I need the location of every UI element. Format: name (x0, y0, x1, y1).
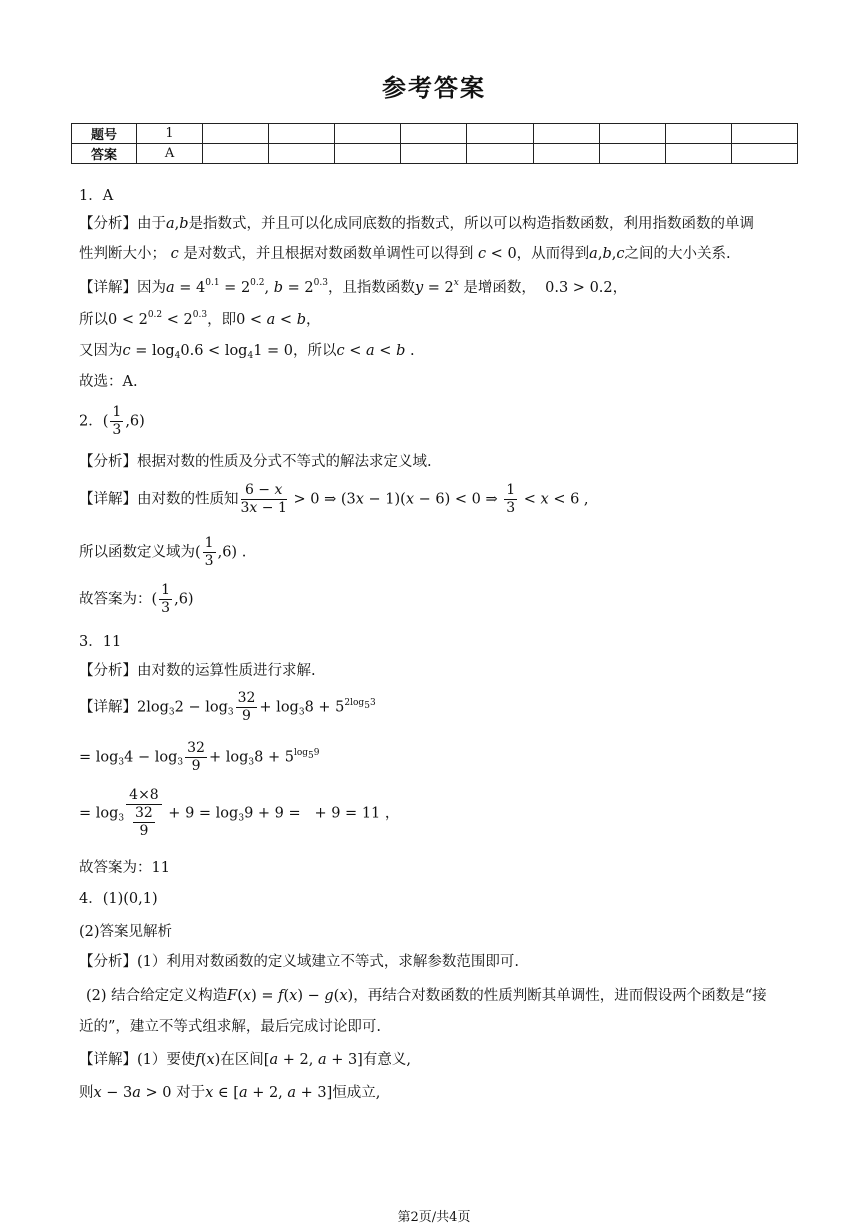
q3-analysis: 【分析】由对数的运算性质进行求解. (79, 663, 316, 679)
q2-detail: 【详解】由对数的性质知 $\frac{6 - x}{3x - 1}$ > 0 ⇒ (3x − 1)(x − 6) < 0 ⇒ $\frac{1}{3}$ < x < 6 , (79, 482, 589, 516)
q1-detail-line2: 所以$0 < 2^{0.2} < 2^{0.3}$，即0 < a < b， (79, 310, 321, 328)
question-number-cell: 1 (137, 124, 203, 144)
q2-heading: 2．( $\frac{1}{3}$ ,6) (79, 404, 145, 438)
q3-detail-line3: = $\log_3$ $\frac{4\times 8}{\frac{32}{9}}$ + $9 = \log_39 + 9$ = + 9 = 11 ， (79, 787, 400, 839)
answer-label: 答案 (72, 144, 137, 164)
q1-analysis-line2: 性判断大小； c 是对数式，并且根据对数函数单调性可以得到 c < 0，从而得到a,b,c之间的大小关系. (79, 246, 731, 262)
q1-analysis-line1: 【分析】由于a,b是指数式，并且可以化成同底数的指数式，所以可以构造指数函数，利用指数函数的单调 (79, 216, 755, 232)
page-title: 参考答案 (382, 74, 486, 102)
q2-domain-line: 所以函数定义域为( $\frac{1}{3}$ ,6) . (79, 535, 247, 569)
q4-analysis-line2: (2) 结合给定定义构造F(x) = f(x) − g(x)，再结合对数函数的性质判断其单调性，进而假设两个函数是“接 (86, 988, 767, 1004)
q3-detail-line2: = $\log_34 - \log_3$ $\frac{32}{9}$ + $\log_38 + 5^{log_59}$ (79, 740, 320, 774)
table-row (72, 124, 798, 144)
q3-conclusion: 故答案为：11 (79, 860, 170, 876)
question-number-label: 题号 (72, 124, 137, 144)
q1-conclusion: 故选：A. (79, 374, 138, 390)
q1-heading: 1．A (79, 188, 114, 204)
answer-cell: A (137, 144, 203, 164)
q4-analysis-line3: 近的”，建立不等式组求解，最后完成讨论即可. (79, 1019, 382, 1035)
q4-detail-line1: 【详解】(1）要使f(x)在区间[a + 2, a + 3]有意义, (79, 1052, 411, 1068)
q4-part2: (2)答案见解析 (79, 924, 173, 940)
q4-detail-line2: 则x − 3a > 0 对于x ∈ [a + 2, a + 3]恒成立, (79, 1085, 381, 1101)
q1-detail-line1: 【详解】因为$a = 4^{0.1} = 2^{0.2}$, $b = 2^{0.3}$，且指数函数$y = 2^x$ 是增函数， 0.3 > 0.2， (79, 278, 628, 296)
q3-heading: 3．11 (79, 634, 122, 650)
page-footer: 第2页/共4页 (397, 1210, 471, 1225)
q2-analysis: 【分析】根据对数的性质及分式不等式的解法求定义域. (79, 454, 432, 470)
q1-detail-line3: 又因为$c = \log_40.6 < \log_41 = 0$，所以c < a < b . (79, 343, 415, 361)
table-row (72, 144, 798, 164)
q2-conclusion: 故答案为：( $\frac{1}{3}$ ,6) (79, 582, 194, 616)
q4-heading: 4．(1)(0,1) (79, 891, 158, 907)
answer-table (71, 123, 798, 164)
q3-detail-line1: 【详解】$2\log_32 - \log_3$ $\frac{32}{9}$ + $\log_38 + 5^{2log_53}$ (79, 690, 376, 724)
q4-analysis-line1: 【分析】(1）利用对数函数的定义域建立不等式，求解参数范围即可. (79, 954, 519, 970)
